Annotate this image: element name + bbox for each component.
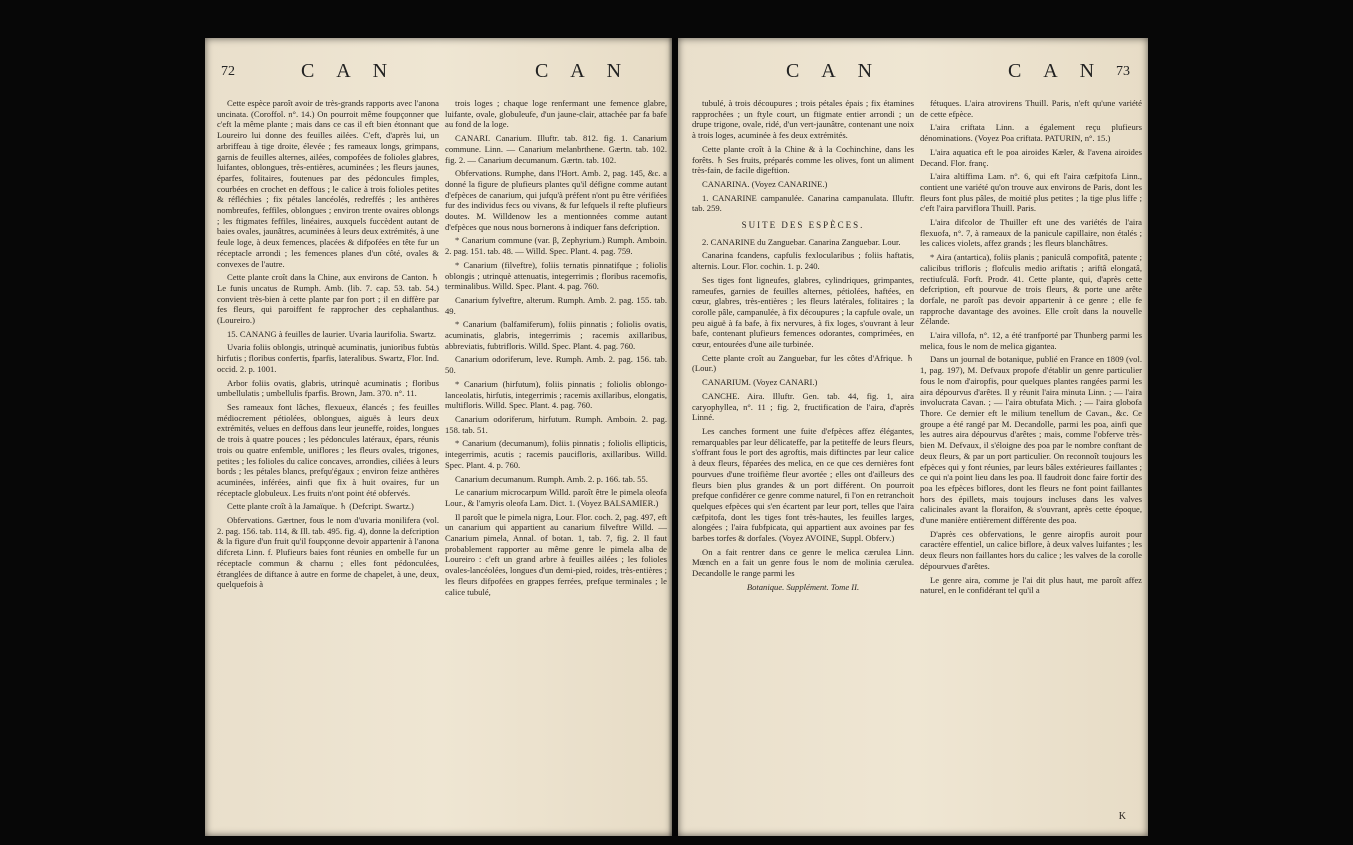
paragraph: Canarina fcandens, capfulis fexlocularibus ; foliis haftatis, alternis. Lour. Flor. cochin. 1. p. 240. — [692, 250, 914, 272]
paragraph: * Aira (antartica), foliis planis ; paniculâ compofitâ, patente ; calicibus trifloris ; flofculis medio ariftatis ; ariftâ elongatâ, rectiufculâ. Forft. Prodr. 41. Cette plante, qui, d'après cette defcription, eft pourvue de trois fleurs, & porte une arête dorfale, ne paroît pas devoir appartenir à ce genre ; elle fe rapproche davantage des avoines. Elle croît dans la nouvelle Zélande. — [920, 252, 1142, 327]
paragraph: Les canches forment une fuite d'efpèces affez élégantes, remarquables par leur délicateffe, par la petiteffe de leurs fleurs, s'offrant fous le port des agroftis, mais diftinctes par leur calice à deux fleurs, féparées des melica, en ce que ces dernières font pourvues d'une troifième fleur avortée ; elles ont d'ailleurs des fleurs bien plus grandes & un port différent. On pourroit prefque confidérer ce genre comme naturel, fi l'on en retranchoit quelques efpèces qui s'en écartent par leur port, telles que l'aira cæfpitofa, dont les tiges font très-hautes, les feuilles larges, alongées ; l'aira fubfpicata, qui appartient aux avoines par fes barbes torfes & dorfales. (Voyez AVOINE, Suppl. Obferv.) — [692, 425, 915, 544]
paragraph: Le canarium microcarpum Willd. paroît être le pimela oleofa Lour., & l'amyris oleofa Lam. Dict. 1. (Voyez BALSAMIER.) — [445, 487, 667, 508]
paragraph: Obfervations. Gærtner, fous le nom d'uvaria monilifera (vol. 2. pag. 156. tab. 114, & Ill. tab. 495. fig. 4), donne la defcription & la figure d'un fruit qu'il foupçonne devoir appartenir à l'anona difcreta Linn. f. Plufieurs baies font réunies en ombelle fur un réceptacle commun & charnu ; elles font pédonculées, étranglées de diftance à autre en forme de chapelet, à une, deux, quelquefois à — [217, 515, 439, 590]
paragraph: 15. CANANG à feuilles de laurier. Uvaria laurifolia. Swartz. — [227, 328, 437, 339]
paragraph: trois loges ; chaque loge renfermant une femence glabre, luifante, ovale, globuleufe, d'un jaune-clair, attachée par fa bafe au fond de la loge. — [445, 98, 667, 130]
paragraph: Cette plante croît au Zanguebar, fur les côtes d'Afrique. ♄ (Lour.) — [692, 352, 914, 374]
paragraph: Cette plante croît à la Chine & à la Cochinchine, dans les forêts. ♄ Ses fruits, préparés comme les olives, font un aliment très-fain, de facile digeftion. — [692, 143, 914, 176]
left-running-head — [205, 60, 672, 86]
paragraph: * Canarium (filveftre), foliis ternatis pinnatifque ; foliolis oblongis ; utrinquè attenuatis, integerrimis ; floribus racemofis, terminalibus. Willd. Spec. Plant. 4. pag. 760. — [445, 259, 667, 292]
paragraph: * Canarium (decumanum), foliis pinnatis ; foliolis ellipticis, integerrimis, acutis ; racemis paucifloris, axillaribus. Willd. Spec. Plant. 4. p. 760. — [445, 438, 667, 470]
left-page — [205, 38, 672, 836]
paragraph: Uvaria foliis oblongis, utrinquè acuminatis, junioribus fubtùs hirfutis ; floribus confertis, fparfis, lateralibus. Swartz, Flor. Ind. occid. 2. p. 1001. — [217, 342, 439, 374]
paragraph: L'aira altiffima Lam. n°. 6, qui eft l'aira cæfpitofa Linn., contient une variété qu'on trouve aux environs de Paris, dont les fleurs font plus pâles, de moitié plus petites ; la tige plus liffe ; c'eft l'aira parviflora Thuill. Paris. — [920, 171, 1142, 214]
paragraph: L'aira villofa, n°. 12, a été tranfporté par Thunberg parmi les melica, fous le nom de melica gigantea. — [920, 330, 1142, 351]
paragraph: Cette plante croît à la Jamaïque. ♄ (Defcript. Swartz.) — [227, 501, 414, 512]
paragraph: CANCHE. Aira. Illuftr. Gen. tab. 44, fig. 1, aira caryophyllea, n°. 11 ; fig. 2, fructification de l'aira, d'après Linné. — [692, 390, 914, 423]
paragraph: L'aira aquatica eft le poa airoides Kæler, & l'avena airoides Decand. Flor. franç. — [920, 146, 1142, 168]
left-page-number: 72 — [221, 64, 235, 79]
paragraph: D'après ces obfervations, le genre airopfis auroit pour caractère effentiel, un calice biflore, à deux valves luifantes ; les deux fleurs non faillantes hors du calice ; les valves de la corolle dépourvues d'arêtes. — [920, 528, 1142, 571]
paragraph: Canarium odoriferum, hirfutum. Rumph. Amboin. 2. pag. 158. tab. 51. — [445, 413, 667, 435]
paragraph: fétuques. L'aira atrovirens Thuill. Paris, n'eft qu'une variété de cette efpèce. — [920, 98, 1142, 119]
paragraph: CANARIUM. (Voyez CANARI.) — [702, 377, 818, 388]
signature-mark: K — [1118, 811, 1126, 822]
paragraph: Le genre aira, comme je l'ai dit plus haut, me paroît affez naturel, en le confidérant tel qu'il a — [920, 574, 1142, 596]
right-running-head — [678, 60, 1148, 86]
paragraph: 1. CANARINE campanulée. Canarina campanulata. Illuftr. tab. 259. — [692, 192, 914, 214]
right-column-2 — [920, 98, 1142, 599]
paragraph: CANARI. Canarium. Illuftr. tab. 812. fig. 1. Canarium commune. Linn. — Canarium melanbrthene. Gærtn. tab. 102. fig. 2. — Canarium decumanum. Gærtn. tab. 102. — [445, 133, 667, 165]
left-head-word-col1: C A N — [301, 60, 397, 82]
right-head-word-col1: C A N — [786, 60, 882, 82]
paragraph: Ses rameaux font lâches, flexueux, élancés ; fes feuilles médiocrement pétiolées, oblongues, aiguës à leurs deux extrémités, velues en deffous dans leur jeuneffe, roides, longues de trois à quatre pouces ; les pédoncules latéraux, épars, réunis trois ou quatre enfemble, uniflores ; les fleurs ovales, trigones, petites ; les folioles du calice concaves, arrondies, ciliées à leurs bords ; les pétales blancs, prefqu'égaux ; environ feize anthères acuminées, inférées, ainfi que fix à huit ovaires, fur un réceptacle globuleux. Les fruits n'ont point été obfervés. — [217, 401, 439, 498]
paragraph: Arbor foliis ovatis, glabris, utrinquè acuminatis ; floribus umbellulatis ; umbellulis fparfis. Brown, Jam. 370. n°. 11. — [217, 377, 439, 399]
paragraph: Cette plante croît dans la Chine, aux environs de Canton. ♄ Le funis uncatus de Rumph. Amb. (lib. 7. cap. 53. tab. 54.) convient très-bien à cette plante par fon port ; il en diffère par fes fleurs, qui paroiffent fe rapprocher des cephalanthus. (Loureiro.) — [217, 272, 439, 326]
paragraph: L'aira difcolor de Thuiller eft une des variétés de l'aira flexuofa, n°. 7, à rameaux de la panicule capillaire, non étalés ; les calices violets, affez grands ; les fleurs blanchâtres. — [920, 217, 1142, 249]
paragraph: Obfervations. Rumphe, dans l'Hort. Amb. 2, pag. 145, &c. a donné la figure de plufieurs plantes qu'il défigne comme autant d'efpèces de canarium, qui jufqu'à préfent n'ont pu être vérifiées fur des individus fecs ou vivans, & fur lefquels il refte plufieurs doutes. M. Willdenow les a mentionnées comme autant d'efpèces que nous nous bornerons à indiquer fans defcription. — [445, 168, 667, 232]
left-column-2 — [445, 98, 667, 600]
page-footer: Botanique. Supplément. Tome II. — [746, 581, 860, 592]
right-page-number: 73 — [1116, 64, 1130, 79]
paragraph: L'aira criftata Linn. a également reçu plufieurs dénominations. (Voyez Poa criftata. PATURIN, n°. 15.) — [920, 122, 1142, 144]
paragraph: * Canarium commune (var. β, Zephyrium.) Rumph. Amboin. 2. pag. 151. tab. 48. — Willd. Spec. Plant. 4. pag. 759. — [445, 235, 667, 257]
paragraph: Il paroît que le pimela nigra, Lour. Flor. coch. 2, pag. 497, eft un canarium qui appartient au canarium filveftre Willd. — Canarium pimela, Annal. of botan. 1, tab. 7, fig. 2. Il faut probablement rapporter au même genre le pimela alba de Loureiro : c'eft un grand arbre à feuilles ailées ; les folioles ovales-lancéolées, longues d'un demi-pied, roides, très-entières ; les fleurs difpofées en grappes ferrées, prefque terminales ; le calice tubulé, — [445, 511, 667, 597]
paragraph: Ses tiges font ligneufes, glabres, cylindriques, grimpantes, rameufes, garnies de feuilles alternes, pétiolées, haftées, en cœur, glabres, très-entières ; les fleurs latérales, folitaires ; la corolle pâle, campanulée, à fix découpures ; la capfule ovale, un peu aiguë à fa bafe, à fix nervures, à fix loges, s'ouvrant à leur bafe, contenant plufieurs femences odorantes, comprimées, en cœur, entourées d'une aile turbinée. — [692, 274, 914, 350]
paragraph: On a fait rentrer dans ce genre le melica cærulea Linn. Mœnch en a fait un genre fous le nom de molinia cærulea. Decandolle le range parmi les — [692, 546, 914, 579]
paragraph: * Canarium (balfamiferum), foliis pinnatis ; foliolis ovatis, acuminatis, glabris, integerrimis ; racemis axillaribus, abbreviatis, fubtrifloris. Willd. Spec. Plant. 4. pag. 760. — [445, 319, 667, 351]
right-page — [678, 38, 1148, 836]
paragraph: * Canarium (hirfutum), foliis pinnatis ; foliolis oblongo-lanceolatis, hirfutis, integerrimis ; racemis axillaribus, elongatis, multifloris. Willd. Spec. Plant. 4. pag. 760. — [445, 378, 667, 411]
right-head-word-col2: C A N — [1008, 60, 1104, 82]
paragraph: Canarium odoriferum, leve. Rumph. Amb. 2. pag. 156. tab. 50. — [445, 354, 667, 376]
left-column-1 — [217, 98, 439, 593]
paragraph: tubulé, à trois découpures ; trois pétales épais ; fix étamines rapprochées ; un ftyle court, un ftigmate entier arrondi ; un drupe trigone, ovale, ridé, d'un vert-jaunâtre, contenant une noix à trois loges, acuminée à fes deux extrémités. — [692, 98, 914, 141]
paragraph: Cette espèce paroît avoir de très-grands rapports avec l'anona uncinata. (Coroffol. n°. 14.) On pourroit même foupçonner que c'eft la même plante ; mais dans ce cas il eft bien étonnant que Loureiro lui donne des feuilles ailées. C'eft, d'après lui, un arbriffeau à tige droite, élevée ; fes rameaux longs, grimpans, garnis de feuilles alternes, ailées, compofées de folioles glabres, luifantes, oblongues, très-entières, acuminées ; les fleurs jaunes, éparfes, folitaires, foutenues par des pédoncules fimples, courbées en crochet en deffous ; le calice à trois folioles petites & réfléchies ; fix pétales lancéolés, redreffés ; les anthères nombreufes, feffiles, oblongues ; environ trente ovaires oblongs ; les ftigmates feffiles, linéaires, auxquels fuccèdent autant de baies ovales, jaunâtres, acuminées à leurs deux extrémités, à une feule loge, à deux femences, placées & difpofées en tête fur un réceptacle arrondi ; les femences planes d'un côté, ovales & convexes de l'autre. — [217, 98, 439, 269]
paragraph: CANARINA. (Voyez CANARINE.) — [702, 178, 828, 189]
paragraph: Dans un journal de botanique, publié en France en 1809 (vol. 1, pag. 197), M. Defvaux propofe d'établir un genre particulier fous le nom d'airopfis, pour quelques plantes rangées parmi les aira dépourvus d'arêtes. Il y réunit l'aira minuta Linn. ; — l'aira involucrata Cavan. ; — l'aira obtufata Mich. ; — l'aira globofa Thore. Ce dernier eft le milium tenellum de Cavan., &c. Ce groupe a été rangé par M. Decandolle, parmi les poa, ainfi que les autres aira dépourvus d'arêtes ; mais, comme l'obferve très-bien M. Defvaux, il s'éloigne des poa par le nombre conftant de deux fleurs, & par un port particulier. On reconnoît toujours les efpèces qui y font réunies, par leurs bâles extérieures faillantes ; ce qui n'a point lieu dans les poa. Il faudroit donc faire fortir des poa les efpèces biflores, dont les fleurs ne font point faillantes hors des épillets, mais toujours incluses dans les valves calicinales avant la floraifon, & s'ouvrant, après cette époque, d'une manière entièrement différente des poa. — [920, 354, 1142, 526]
right-column-1 — [692, 98, 914, 596]
paragraph: 2. CANARINE du Zanguebar. Canarina Zanguebar. Lour. — [702, 236, 901, 247]
section-heading: SUITE DES ESPÈCES. — [741, 220, 865, 231]
paragraph: Canarium decumanum. Rumph. Amb. 2. p. 166. tab. 55. — [455, 473, 648, 484]
left-head-word-col2: C A N — [535, 60, 631, 82]
paragraph: Canarium fylveftre, alterum. Rumph. Amb. 2. pag. 155. tab. 49. — [445, 294, 667, 316]
